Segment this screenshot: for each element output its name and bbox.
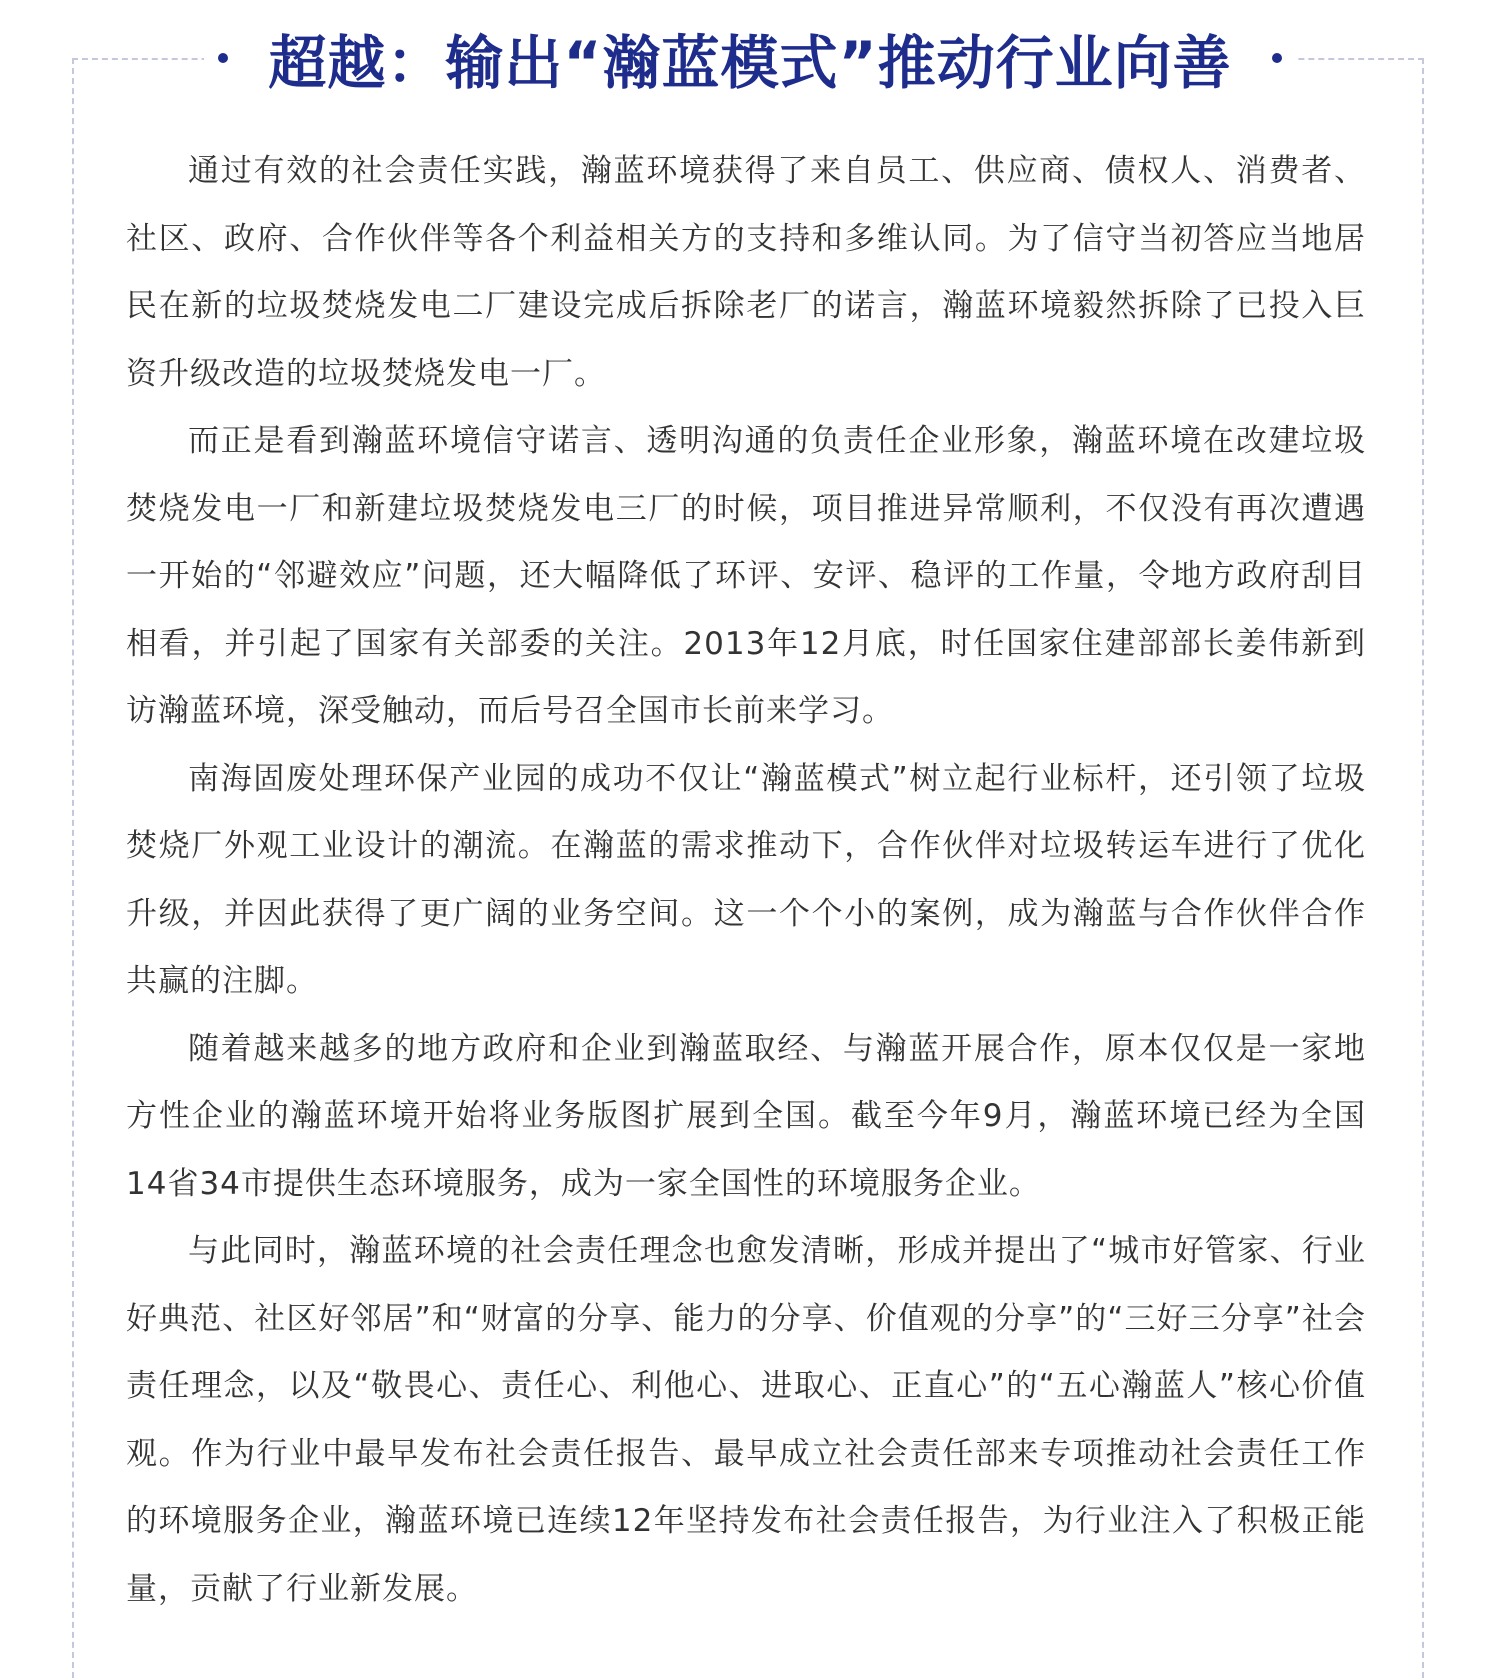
left-dot-icon <box>218 53 228 63</box>
paragraph-2: 而正是看到瀚蓝环境信守诺言、透明沟通的负责任企业形象，瀚蓝环境在改建垃圾焚烧发电一厂和新建垃圾焚烧发电三厂的时候，项目推进异常顺利，不仅没有再次遭遇一开始的“邻避效应”问题，还大幅降低了环评、安评、稳评的工作量，令地方政府刮目相看，并引起了国家有关部委的关注。2013年12月底，时任国家住建部部长姜伟新到访瀚蓝环境，深受触动，而后号召全国市长前来学习。 <box>126 423 1366 729</box>
article-body <box>126 138 1366 1623</box>
paragraph-5: 与此同时，瀚蓝环境的社会责任理念也愈发清晰，形成并提出了“城市好管家、行业好典范、社区好邻居”和“财富的分享、能力的分享、价值观的分享”的“三好三分享”社会责任理念，以及“敬畏心、责任心、利他心、进取心、正直心”的“五心瀚蓝人”核心价值观。作为行业中最早发布社会责任报告、最早成立社会责任部来专项推动社会责任工作的环境服务企业，瀚蓝环境已连续12年坚持发布社会责任报告，为行业注入了积极正能量，贡献了行业新发展。 <box>126 1233 1366 1607</box>
right-dot-icon <box>1272 53 1282 63</box>
title-bar <box>204 16 1295 100</box>
paragraph-1: 通过有效的社会责任实践，瀚蓝环境获得了来自员工、供应商、债权人、消费者、社区、政府、合作伙伴等各个利益相关方的支持和多维认同。为了信守当初答应当地居民在新的垃圾焚烧发电二厂建设完成后拆除老厂的诺言，瀚蓝环境毅然拆除了已投入巨资升级改造的垃圾焚烧发电一厂。 <box>126 153 1366 392</box>
paragraph-3: 南海固废处理环保产业园的成功不仅让“瀚蓝模式”树立起行业标杆，还引领了垃圾焚烧厂外观工业设计的潮流。在瀚蓝的需求推动下，合作伙伴对垃圾转运车进行了优化升级，并因此获得了更广阔的业务空间。这一个个小的案例，成为瀚蓝与合作伙伴合作共赢的注脚。 <box>126 760 1366 999</box>
paragraph-4: 随着越来越多的地方政府和企业到瀚蓝取经、与瀚蓝开展合作，原本仅仅是一家地方性企业的瀚蓝环境开始将业务版图扩展到全国。截至今年9月，瀚蓝环境已经为全国14省34市提供生态环境服务，成为一家全国性的环境服务企业。 <box>126 1030 1366 1202</box>
section-header <box>0 18 1500 98</box>
page-title: 超越：输出“瀚蓝模式”推动行业向善 <box>268 29 1232 97</box>
